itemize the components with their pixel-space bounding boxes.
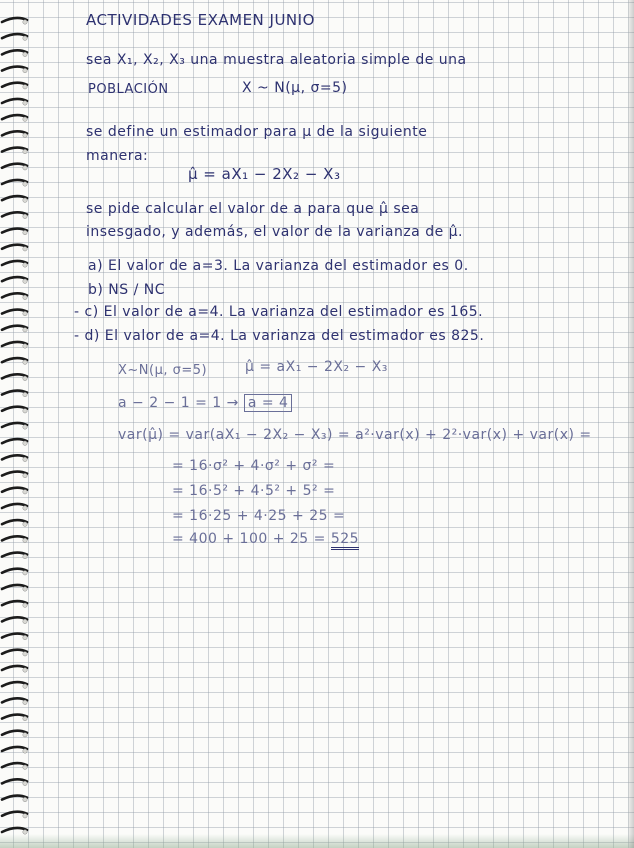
statement-line-1: sea X₁, X₂, X₃ una muestra aleatoria simple de una bbox=[86, 52, 467, 68]
solution-result: 525 bbox=[331, 531, 359, 550]
punch-hole bbox=[23, 733, 27, 737]
punch-hole bbox=[23, 749, 27, 753]
punch-hole bbox=[23, 716, 27, 720]
solution-step-4 bbox=[172, 531, 359, 547]
option-a: a) El valor de a=3. La varianza del estimador es 0. bbox=[88, 258, 469, 274]
punch-hole bbox=[23, 344, 27, 348]
punch-hole bbox=[23, 20, 27, 24]
option-d: - d) El valor de a=4. La varianza del estimador es 825. bbox=[74, 328, 485, 344]
option-c: - c) El valor de a=4. La varianza del estimador es 165. bbox=[74, 304, 484, 320]
punch-hole bbox=[23, 409, 27, 413]
punch-hole bbox=[23, 230, 27, 234]
punch-hole bbox=[23, 376, 27, 380]
spiral-binding bbox=[0, 0, 30, 848]
punch-hole bbox=[23, 765, 27, 769]
punch-hole bbox=[23, 279, 27, 283]
punch-hole bbox=[23, 166, 27, 170]
punch-hole bbox=[23, 684, 27, 688]
statement-population-label: POBLACIÓN bbox=[88, 82, 169, 97]
punch-hole bbox=[23, 36, 27, 40]
punch-hole bbox=[23, 101, 27, 105]
solution-estimator: μ̂ = aX₁ − 2X₂ − X₃ bbox=[245, 359, 388, 375]
punch-hole bbox=[23, 182, 27, 186]
solution-step-3: = 16·25 + 4·25 + 25 = bbox=[172, 508, 346, 524]
page-bottom-edge bbox=[0, 834, 634, 848]
punch-hole bbox=[23, 522, 27, 526]
punch-hole bbox=[23, 425, 27, 429]
solution-step-1: = 16·σ² + 4·σ² + σ² = bbox=[172, 458, 336, 474]
solution-equation-a-left: a − 2 − 1 = 1 → bbox=[118, 395, 239, 411]
punch-hole bbox=[23, 635, 27, 639]
page-title: ACTIVIDADES EXAMEN JUNIO bbox=[86, 11, 315, 29]
punch-hole bbox=[23, 117, 27, 121]
solution-variance-line: var(μ̂) = var(aX₁ − 2X₂ − X₃) = a²·var(x) + 2²·var(x) + var(x) = bbox=[118, 427, 592, 443]
solution-equation-a bbox=[118, 395, 292, 411]
punch-hole bbox=[23, 441, 27, 445]
punch-hole bbox=[23, 619, 27, 623]
punch-hole bbox=[23, 133, 27, 137]
punch-hole bbox=[23, 571, 27, 575]
punch-hole bbox=[23, 247, 27, 251]
punch-hole bbox=[23, 506, 27, 510]
statement-estimator: μ̂ = aX₁ − 2X₂ − X₃ bbox=[188, 165, 341, 183]
punch-hole bbox=[23, 490, 27, 494]
punch-hole bbox=[23, 814, 27, 818]
punch-hole bbox=[23, 554, 27, 558]
punch-hole bbox=[23, 295, 27, 299]
solution-step-4-left: = 400 + 100 + 25 = bbox=[172, 531, 326, 547]
statement-line-5: se pide calcular el valor de a para que μ̂ sea bbox=[86, 201, 420, 217]
punch-hole bbox=[23, 360, 27, 364]
punch-hole bbox=[23, 587, 27, 591]
statement-distribution: X ~ N(μ, σ=5) bbox=[242, 80, 348, 96]
punch-hole bbox=[23, 149, 27, 153]
option-b: b) NS / NC bbox=[88, 282, 166, 298]
punch-hole bbox=[23, 85, 27, 89]
punch-hole bbox=[23, 392, 27, 396]
solution-distribution: X~N(μ, σ=5) bbox=[118, 363, 208, 378]
punch-hole bbox=[23, 68, 27, 72]
punch-hole bbox=[23, 603, 27, 607]
punch-hole bbox=[23, 700, 27, 704]
statement-line-6: insesgado, y además, el valor de la varianza de μ̂. bbox=[86, 224, 464, 240]
statement-line-4: manera: bbox=[86, 148, 149, 164]
punch-hole bbox=[23, 52, 27, 56]
punch-hole bbox=[23, 797, 27, 801]
statement-line-3: se define un estimador para μ de la siguiente bbox=[86, 124, 428, 140]
punch-hole bbox=[23, 668, 27, 672]
punch-hole bbox=[23, 328, 27, 332]
punch-hole bbox=[23, 538, 27, 542]
solution-equation-a-boxed: a = 4 bbox=[244, 394, 293, 412]
punch-hole bbox=[23, 457, 27, 461]
punch-hole bbox=[23, 214, 27, 218]
punch-hole bbox=[23, 198, 27, 202]
punch-hole bbox=[23, 652, 27, 656]
punch-hole bbox=[23, 311, 27, 315]
punch-hole bbox=[23, 781, 27, 785]
punch-hole bbox=[23, 473, 27, 477]
punch-hole bbox=[23, 263, 27, 267]
solution-step-2: = 16·5² + 4·5² + 5² = bbox=[172, 483, 336, 499]
